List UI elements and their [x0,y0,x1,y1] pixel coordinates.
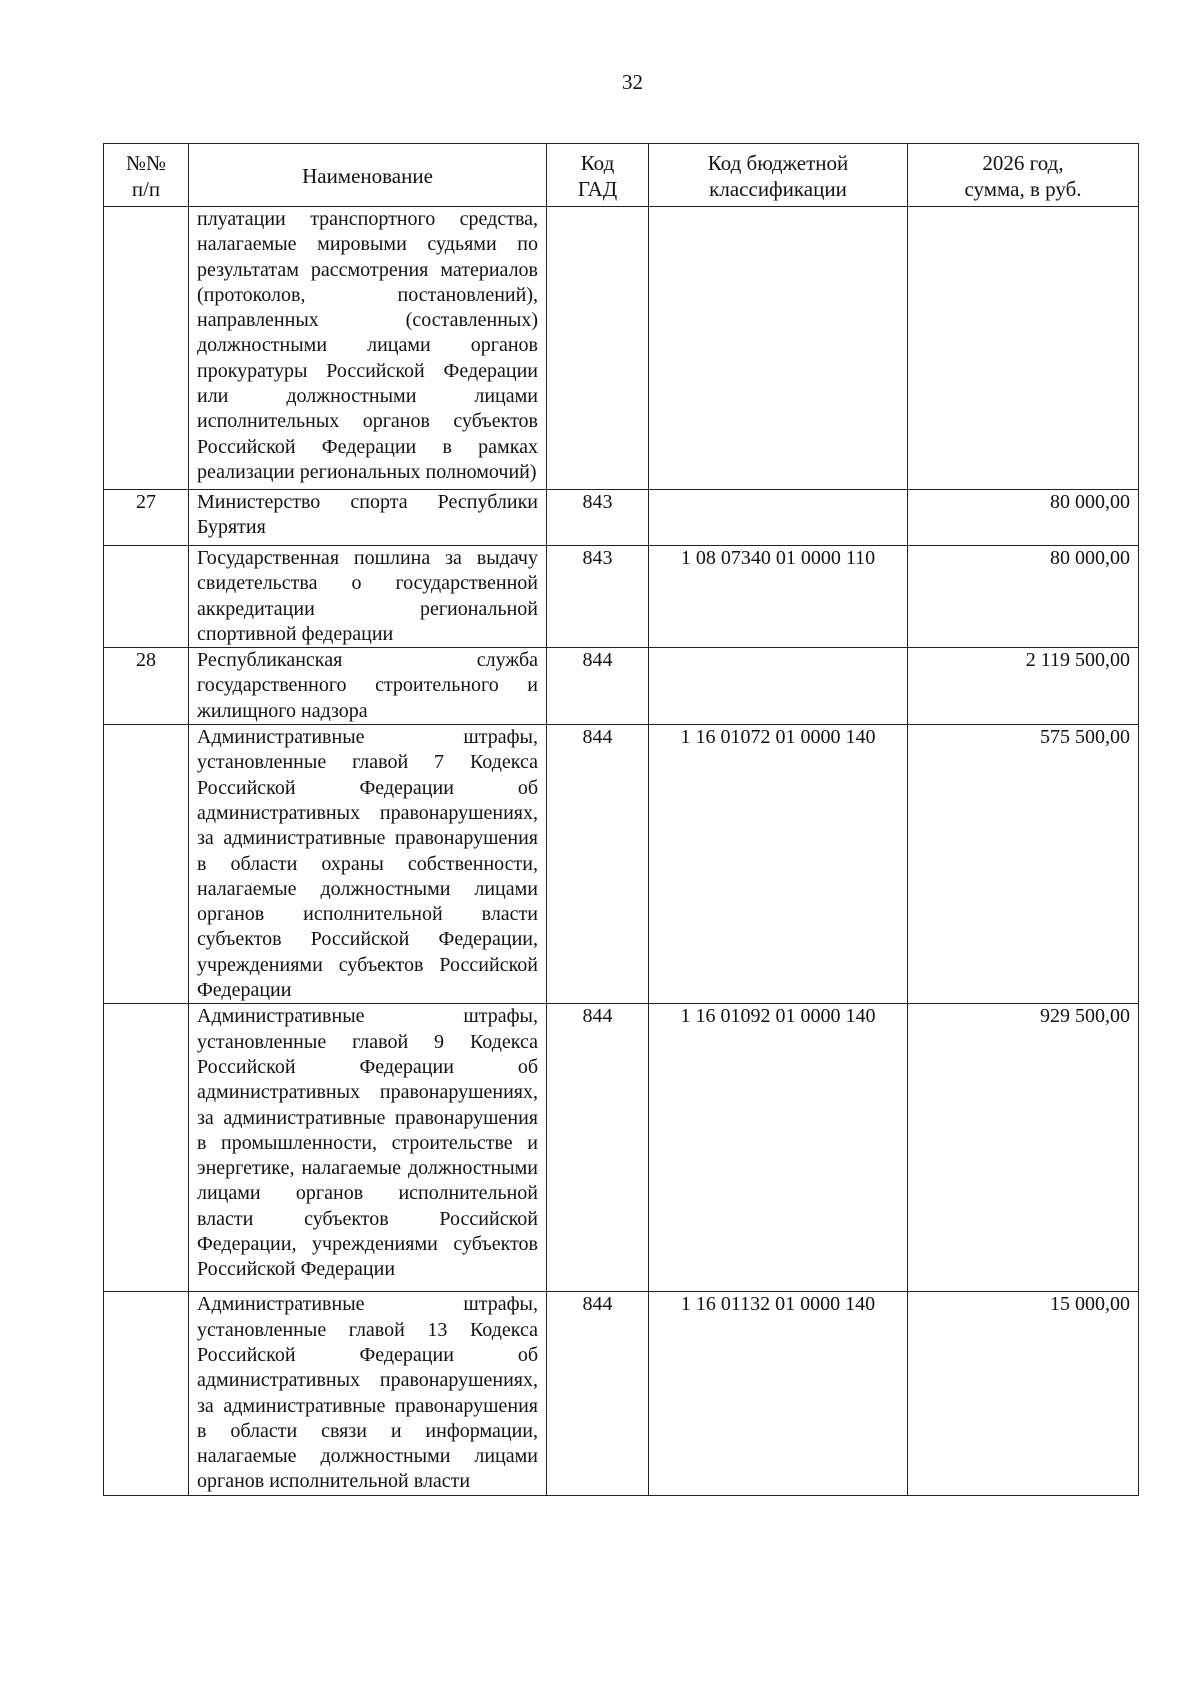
table-row [104,1004,1139,1292]
table-header-row [104,144,1139,207]
row-name: плуатации транспортного средства, налагаемые мировыми судьями по результатам рассмотрения материалов (протоколов, постановлений), направленных (составленных) должностными лицами органов прокуратуры Российской Федерации или должностными лицами исполнительных органов субъектов Российской Федерации в рамках реализации региональных полномочий) [189,207,547,490]
row-number [104,1004,189,1292]
row-gad-code: 844 [547,1004,649,1292]
row-amount: 929 500,00 [908,1004,1139,1292]
row-number: 27 [104,490,189,546]
row-gad-code: 844 [547,725,649,1004]
row-budget-code: 1 16 01132 01 0000 140 [649,1292,908,1495]
row-amount [908,207,1139,490]
table-row [104,490,1139,546]
row-number [104,546,189,648]
table-row [104,725,1139,1004]
table-row [104,546,1139,648]
row-number [104,207,189,490]
row-gad-code [547,207,649,490]
row-amount: 80 000,00 [908,546,1139,648]
row-amount: 575 500,00 [908,725,1139,1004]
row-budget-code [649,490,908,546]
row-budget-code [649,648,908,725]
header-num: №№ п/п [104,144,189,207]
page-number: 32 [622,70,643,94]
row-amount: 15 000,00 [908,1292,1139,1495]
row-name: Административные штрафы, установленные главой 9 Кодекса Российской Федерации об административных правонарушениях, за административные правонарушения в промышленности, строительстве и энергетике, налагаемые должностными лицами органов исполнительной власти субъектов Российской Федерации, учреждениями субъектов Российской Федерации [189,1004,547,1292]
row-budget-code [649,207,908,490]
row-name: Республиканская служба государственного строительного и жилищного надзора [189,648,547,725]
row-name: Министерство спорта Республики Бурятия [189,490,547,546]
row-number [104,725,189,1004]
header-gad: Код ГАД [547,144,649,207]
header-kbk: Код бюджетной классификации [649,144,908,207]
row-name: Административные штрафы, установленные главой 13 Кодекса Российской Федерации об административных правонарушениях, за административные правонарушения в области связи и информации, налагаемые должностными лицами органов исполнительной власти [189,1292,547,1495]
row-amount: 2 119 500,00 [908,648,1139,725]
row-amount: 80 000,00 [908,490,1139,546]
row-number: 28 [104,648,189,725]
row-gad-code: 843 [547,546,649,648]
table-row [104,648,1139,725]
row-budget-code: 1 16 01092 01 0000 140 [649,1004,908,1292]
row-number [104,1292,189,1495]
row-budget-code: 1 08 07340 01 0000 110 [649,546,908,648]
row-gad-code: 844 [547,1292,649,1495]
table-row [104,1292,1139,1495]
header-name: Наименование [189,144,547,207]
row-gad-code: 843 [547,490,649,546]
row-gad-code: 844 [547,648,649,725]
header-sum: 2026 год, сумма, в руб. [908,144,1139,207]
table-body [104,207,1139,1496]
row-name: Административные штрафы, установленные главой 7 Кодекса Российской Федерации об административных правонарушениях, за административные правонарушения в области охраны собственности, налагаемые должностными лицами органов исполнительной власти субъектов Российской Федерации, учреждениями субъектов Российской Федерации [189,725,547,1004]
table-row [104,207,1139,490]
row-name: Государственная пошлина за выдачу свидетельства о государственной аккредитации региональной спортивной федерации [189,546,547,648]
budget-table [103,143,1139,1496]
row-budget-code: 1 16 01072 01 0000 140 [649,725,908,1004]
